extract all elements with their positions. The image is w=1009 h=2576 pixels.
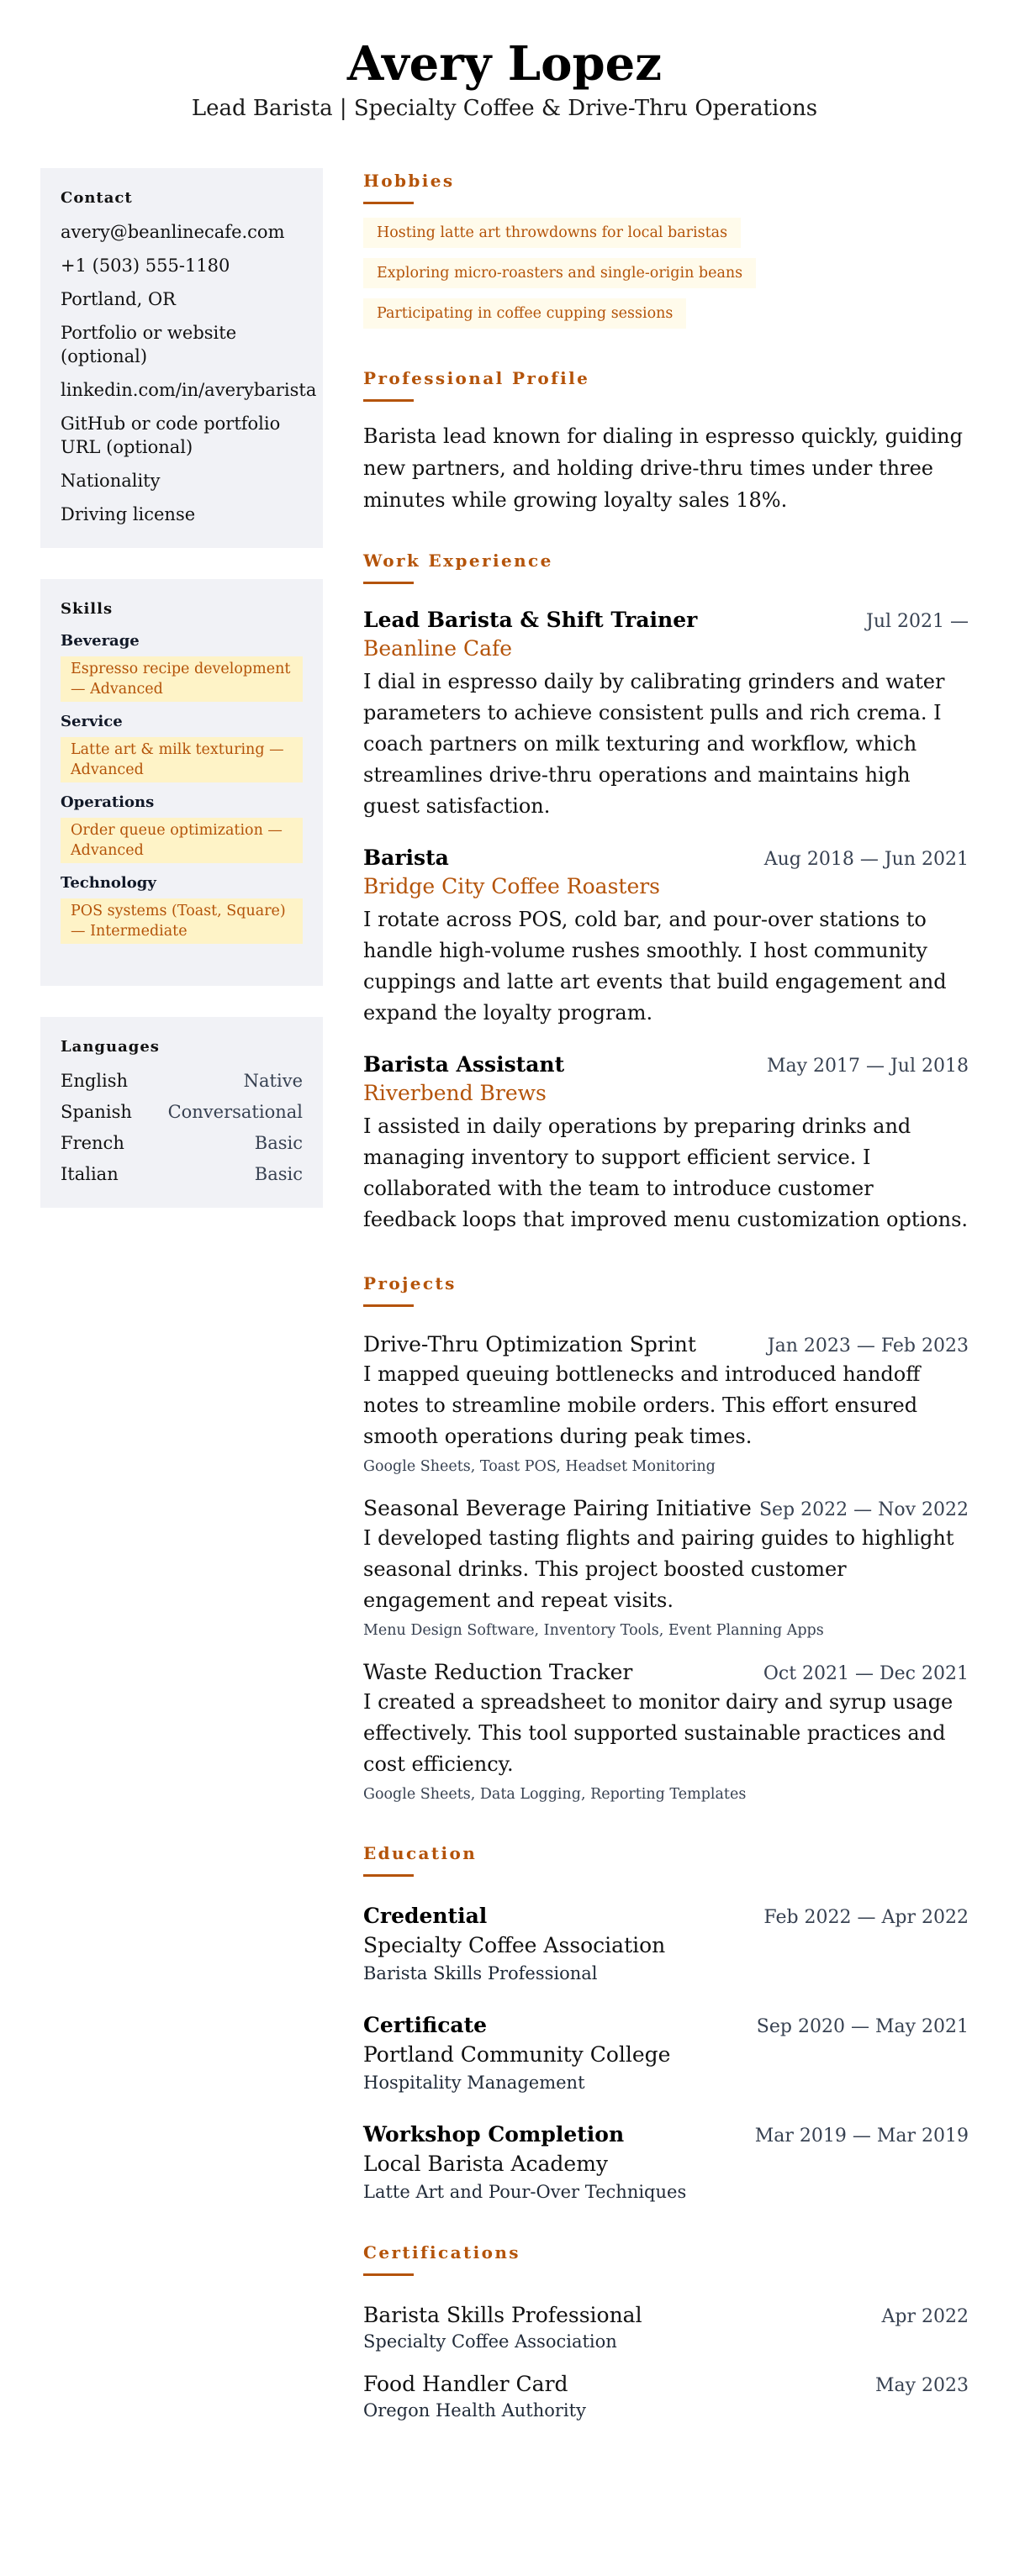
- language-name: English: [61, 1071, 129, 1091]
- section-divider: [363, 1874, 414, 1877]
- institution: Specialty Coffee Association: [363, 1933, 666, 1957]
- certification-date: Apr 2022: [881, 2306, 969, 2327]
- entry-header: [363, 1051, 969, 1079]
- language-level: Basic: [254, 1133, 303, 1153]
- certification-date: May 2023: [874, 2375, 969, 2396]
- institution: Portland Community College: [363, 2042, 671, 2067]
- institution: Local Barista Academy: [363, 2152, 609, 2176]
- education-section: [363, 1842, 969, 2205]
- contact-panel: [40, 168, 323, 548]
- section-divider: [363, 202, 414, 204]
- project-tech: Menu Design Software, Inventory Tools, Event Planning Apps: [363, 1622, 824, 1639]
- skills-heading: Skills: [61, 600, 114, 618]
- entry-header: [363, 1902, 969, 1931]
- certifications-section: [363, 2241, 969, 2422]
- section-heading: Education: [363, 1843, 478, 1863]
- project-name: Waste Reduction Tracker: [363, 1660, 633, 1684]
- profile-section: [363, 367, 969, 516]
- entry-header: [363, 1330, 969, 1359]
- skills-panel: [40, 579, 323, 986]
- experience-section: [363, 550, 969, 1235]
- job-title: Barista Assistant: [363, 1052, 565, 1077]
- language-name: Spanish: [61, 1102, 132, 1122]
- contact-location: Portland, OR: [61, 289, 176, 309]
- entry-header: [363, 2120, 969, 2149]
- section-heading: Hobbies: [363, 171, 455, 191]
- section-divider: [363, 582, 414, 584]
- main-column: [363, 168, 969, 2454]
- contact-phone[interactable]: +1 (503) 555-1180: [61, 255, 230, 276]
- entry-header: [363, 1658, 969, 1687]
- language-level: Basic: [254, 1164, 303, 1184]
- section-heading: Certifications: [363, 2242, 520, 2263]
- certification-entry: [363, 2370, 969, 2422]
- job-description: I dial in espresso daily by calibrating grinders and water parameters to achieve consistent pulls and rich crema. I coach partners on milk texturing and workflow, which streamlines drive-thru operations and maintains high guest satisfaction.: [363, 670, 945, 818]
- job-title: Lead Barista & Shift Trainer: [363, 608, 698, 632]
- candidate-name: Avery Lopez: [346, 36, 663, 92]
- contact-email[interactable]: avery@beanlinecafe.com: [61, 222, 285, 242]
- section-divider: [363, 2273, 414, 2276]
- field-of-study: Latte Art and Pour-Over Techniques: [363, 2182, 687, 2202]
- company-name: Bridge City Coffee Roasters: [363, 874, 661, 898]
- entry-header: [363, 2011, 969, 2040]
- education-dates: Sep 2020 — May 2021: [756, 2016, 969, 2037]
- certification-issuer: Specialty Coffee Association: [363, 2331, 617, 2352]
- language-level: Native: [243, 1071, 303, 1091]
- resume-header: [40, 0, 969, 168]
- education-entry: [363, 2011, 969, 2095]
- certification-issuer: Oregon Health Authority: [363, 2400, 586, 2421]
- section-divider: [363, 399, 414, 402]
- project-name: Seasonal Beverage Pairing Initiative: [363, 1496, 752, 1520]
- language-row: [61, 1162, 303, 1186]
- company-name: Riverbend Brews: [363, 1081, 547, 1105]
- certification-entry: [363, 2301, 969, 2353]
- project-description: I created a spreadsheet to monitor dairy and syrup usage effectively. This tool supported sustainable practices and cost efficiency.: [363, 1690, 954, 1776]
- experience-entry: [363, 1051, 969, 1235]
- entry-header: [363, 606, 969, 635]
- hobby-chip: Participating in coffee cupping sessions: [363, 298, 686, 329]
- education-dates: Feb 2022 — Apr 2022: [763, 1907, 969, 1928]
- job-description: I assisted in daily operations by preparing drinks and managing inventory to support efficient service. I collaborated with the team to introduce customer feedback loops that improved menu customization options.: [363, 1114, 969, 1231]
- entry-header: [363, 1494, 969, 1523]
- degree: Workshop Completion: [363, 2122, 625, 2147]
- language-row: [61, 1100, 303, 1124]
- candidate-title: Lead Barista | Specialty Coffee & Drive-Thru Operations: [191, 96, 818, 121]
- project-entry: [363, 1494, 969, 1641]
- certification-name: Barista Skills Professional: [363, 2303, 642, 2327]
- field-of-study: Barista Skills Professional: [363, 1963, 598, 1983]
- two-column-layout: [40, 168, 969, 2454]
- hobbies-section: [363, 170, 969, 339]
- sidebar: [40, 168, 323, 1239]
- company-name: Beanline Cafe: [363, 636, 513, 661]
- language-name: Italian: [61, 1164, 119, 1184]
- job-description: I rotate across POS, cold bar, and pour-over stations to handle high-volume rushes smoothly. I host community cuppings and latte art events that build engagement and expand the loyalty program.: [363, 908, 947, 1025]
- contact-github: GitHub or code portfolio URL (optional): [61, 414, 281, 457]
- degree: Credential: [363, 1904, 488, 1928]
- entry-header: [363, 2370, 969, 2399]
- skill-tag: POS systems (Toast, Square) — Intermediate: [61, 898, 303, 944]
- contact-portfolio: Portfolio or website (optional): [61, 323, 237, 366]
- project-description: I mapped queuing bottlenecks and introduced handoff notes to streamline mobile orders. This effort ensured smooth operations during peak times.: [363, 1362, 921, 1448]
- hobby-list: [363, 218, 969, 339]
- job-dates: Aug 2018 — Jun 2021: [763, 849, 969, 870]
- degree: Certificate: [363, 2013, 488, 2037]
- projects-section: [363, 1272, 969, 1805]
- certification-name: Food Handler Card: [363, 2372, 568, 2396]
- contact-linkedin[interactable]: linkedin.com/in/averybarista: [61, 380, 317, 400]
- skill-category: Beverage: [61, 632, 140, 650]
- skill-tag: Order queue optimization — Advanced: [61, 818, 303, 863]
- project-entry: [363, 1658, 969, 1805]
- section-divider: [363, 1304, 414, 1307]
- job-dates: May 2017 — Jul 2018: [766, 1056, 969, 1077]
- skill-tag: Latte art & milk texturing — Advanced: [61, 737, 303, 782]
- section-heading: Work Experience: [363, 550, 553, 571]
- project-entry: [363, 1330, 969, 1478]
- section-heading: Projects: [363, 1273, 457, 1293]
- experience-entry: [363, 844, 969, 1029]
- hobby-chip: Exploring micro-roasters and single-origin beans: [363, 258, 756, 288]
- language-row: [61, 1069, 303, 1093]
- profile-summary: Barista lead known for dialing in espresso quickly, guiding new partners, and holding drive-thru times under three minutes while growing loyalty sales 18%.: [363, 424, 964, 512]
- education-entry: [363, 1902, 969, 1986]
- project-dates: Jan 2023 — Feb 2023: [767, 1335, 969, 1356]
- project-dates: Sep 2022 — Nov 2022: [758, 1499, 969, 1520]
- section-heading: Professional Profile: [363, 368, 590, 388]
- language-level: Conversational: [167, 1102, 303, 1122]
- language-name: French: [61, 1133, 124, 1153]
- contact-driving-license: Driving license: [61, 504, 196, 524]
- languages-heading: Languages: [61, 1038, 160, 1056]
- project-tech: Google Sheets, Data Logging, Reporting Templates: [363, 1786, 747, 1803]
- entry-header: [363, 2301, 969, 2330]
- project-dates: Oct 2021 — Dec 2021: [763, 1663, 969, 1684]
- skill-category: Service: [61, 713, 123, 730]
- project-name: Drive-Thru Optimization Sprint: [363, 1332, 696, 1356]
- job-dates: Jul 2021 —: [866, 611, 969, 632]
- hobby-chip: Hosting latte art throwdowns for local baristas: [363, 218, 741, 248]
- education-dates: Mar 2019 — Mar 2019: [754, 2126, 969, 2147]
- project-tech: Google Sheets, Toast POS, Headset Monitoring: [363, 1458, 716, 1475]
- entry-header: [363, 844, 969, 872]
- skill-category: Operations: [61, 793, 155, 811]
- skill-tag: Espresso recipe development — Advanced: [61, 656, 303, 702]
- job-title: Barista: [363, 845, 449, 870]
- language-row: [61, 1131, 303, 1155]
- field-of-study: Hospitality Management: [363, 2073, 585, 2093]
- skill-category: Technology: [61, 874, 156, 892]
- education-entry: [363, 2120, 969, 2205]
- contact-nationality: Nationality: [61, 471, 161, 491]
- contact-heading: Contact: [61, 189, 133, 207]
- project-description: I developed tasting flights and pairing guides to highlight seasonal drinks. This project boosted customer engagement and repeat visits.: [363, 1526, 954, 1612]
- experience-entry: [363, 606, 969, 822]
- languages-panel: [40, 1017, 323, 1208]
